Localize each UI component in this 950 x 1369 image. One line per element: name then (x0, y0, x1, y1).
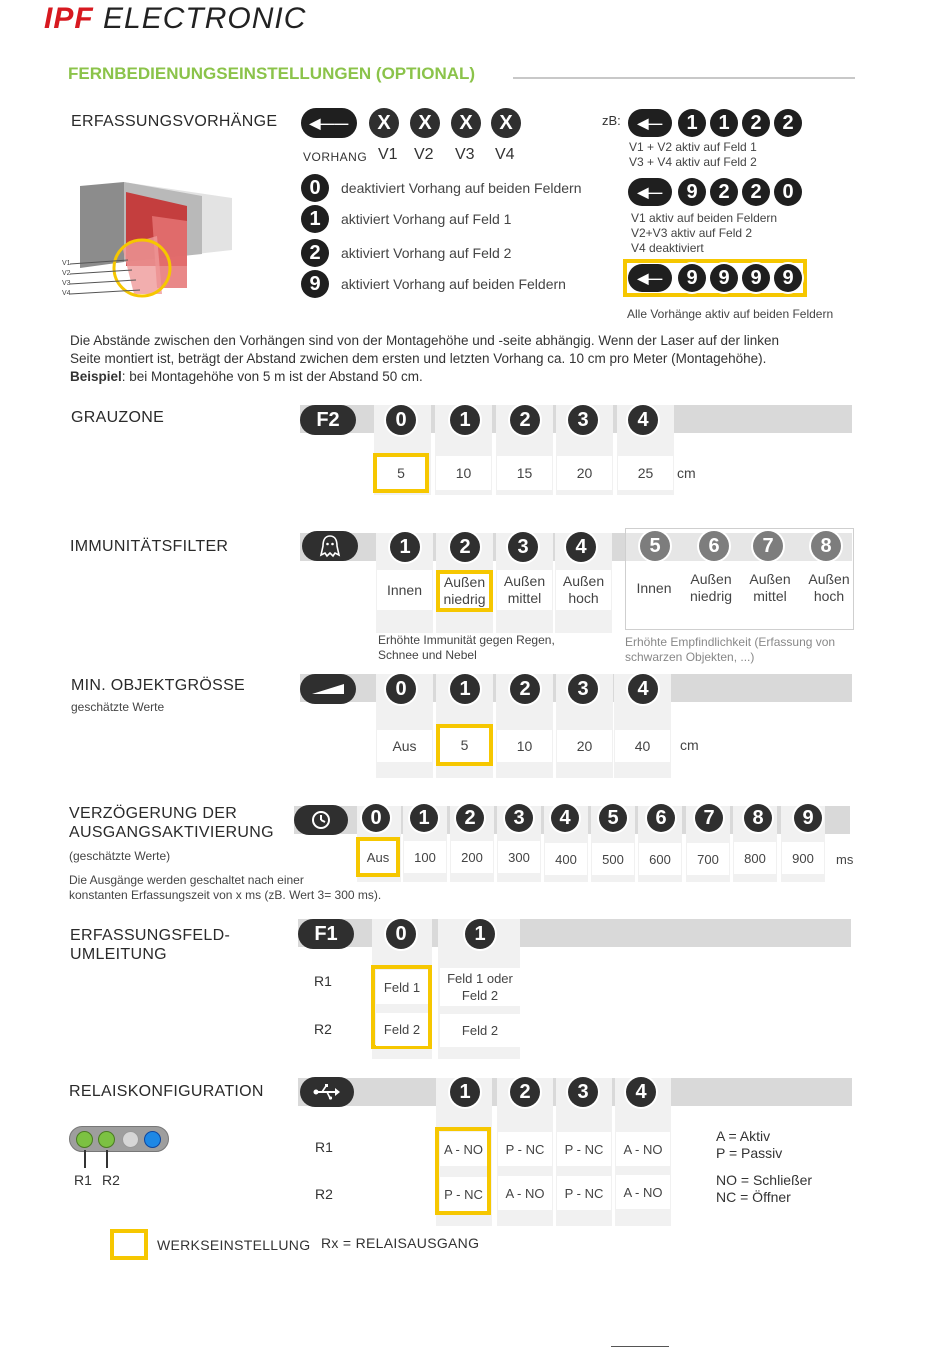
code-circle: 7 (695, 804, 723, 832)
note-line: Schnee und Nebel (378, 648, 477, 662)
f1-badge: F1 (298, 919, 354, 949)
relay-value: A - NO (498, 1176, 552, 1210)
image-label-v3: V3 (62, 280, 71, 287)
delay-value: 500 (592, 843, 634, 875)
code-circle: 4 (628, 405, 658, 435)
title-line: ERFASSUNGSFELD- (70, 927, 231, 944)
code-circle: 0 (386, 405, 416, 435)
delay-value: 100 (404, 841, 446, 873)
relay-value: P - NC (498, 1132, 552, 1166)
row-label-r1: R1 (314, 973, 332, 989)
curtain-legend-item (301, 205, 511, 233)
example-label: zB: (602, 113, 621, 128)
code-circle: 1 (465, 919, 495, 949)
wedge-icon (310, 682, 346, 696)
legend-line: NO = Schließer (716, 1172, 813, 1188)
immunity-value: Außen hoch (556, 570, 611, 610)
code-circle: 2 (742, 178, 770, 206)
code-x: X (451, 108, 481, 138)
code-circle: 0 (386, 919, 416, 949)
example-1-text (629, 140, 757, 170)
f2-badge: F2 (300, 405, 356, 435)
curtain-image-labels (62, 259, 71, 299)
code-circle: 9 (774, 264, 802, 292)
code-circle: 1 (450, 405, 480, 435)
field-redirect-value: Feld 2 (376, 1013, 428, 1046)
v1-label: V1 (378, 146, 398, 163)
immunity-value: Außen mittel (497, 570, 552, 610)
legend-line: NC = Öffner (716, 1189, 791, 1205)
image-label-v2: V2 (62, 270, 71, 277)
curtain-note (70, 332, 779, 386)
led-r2-icon (98, 1131, 115, 1148)
v2-label: V2 (414, 146, 434, 163)
code-circle: 7 (753, 531, 783, 561)
led-off-icon (122, 1131, 139, 1148)
code-circle: 5 (640, 531, 670, 561)
grauzone-value: 20 (557, 456, 612, 490)
delay-value: 800 (734, 842, 776, 874)
grauzone-value-default: 5 (373, 453, 429, 493)
note-line: Seite montiert ist, beträgt der Abstand zwichen dem ersten und letzten Vorhang ca. 10 cm pro Meter (Montagehöhe). (70, 351, 767, 366)
grauzone-value: 25 (618, 456, 673, 490)
note-line: Die Ausgänge werden geschaltet nach einer (69, 873, 304, 887)
code-circle: 2 (742, 109, 770, 137)
note-line: Die Abstände zwischen den Vorhängen sind von der Montagehöhe und -seite abhängig. Wenn der Laser auf der linken (70, 333, 779, 348)
code-circle: 2 (301, 239, 329, 267)
factory-default-label: WERKSEINSTELLUNG (157, 1237, 311, 1253)
code-circle: 1 (678, 109, 706, 137)
curtain-illustration (62, 176, 242, 308)
code-circle: 2 (710, 178, 738, 206)
code-circle: 4 (626, 1077, 656, 1107)
code-circle: 2 (450, 532, 480, 562)
code-circle: 2 (510, 674, 540, 704)
code-circle: 5 (599, 804, 627, 832)
code-circle: 4 (566, 532, 596, 562)
code-circle: 9 (301, 270, 329, 298)
delay-value: 700 (687, 843, 729, 875)
code-circle: 0 (301, 174, 329, 202)
v4-label: V4 (495, 146, 515, 163)
brand-name: ELECTRONIC (103, 2, 307, 35)
section-title-grauzone: GRAUZONE (71, 409, 165, 426)
code-x: X (410, 108, 440, 138)
immunity-note-b (625, 635, 835, 665)
code-circle: 2 (510, 405, 540, 435)
example-line: V3 + V4 aktiv auf Feld 2 (629, 155, 757, 169)
immunity-badge (302, 531, 358, 561)
code-circle: 8 (744, 804, 772, 832)
led-pointer-line (106, 1150, 108, 1168)
note-line (70, 368, 779, 386)
code-circle: 3 (568, 1077, 598, 1107)
relay-output-label: Rx = RELAISAUSGANG (321, 1235, 480, 1251)
code-circle: 9 (710, 264, 738, 292)
min-object-value-default: 5 (436, 724, 493, 766)
min-object-badge (300, 674, 356, 704)
delay-note (69, 873, 381, 903)
code-circle: 1 (390, 532, 420, 562)
min-object-value: Aus (377, 730, 432, 762)
title-line: AUSGANGSAKTIVIERUNG (69, 824, 274, 841)
code-circle: 1 (301, 205, 329, 233)
laser-curtain-image (62, 176, 242, 308)
page-title: FERNBEDIENUNGSEINSTELLUNGEN (OPTIONAL) (68, 64, 476, 83)
footer-rule (611, 1346, 669, 1347)
example-sequence-2 (628, 178, 808, 206)
code-circle: 4 (628, 674, 658, 704)
led-r1-icon (76, 1131, 93, 1148)
led-pointer-line (84, 1150, 86, 1168)
code-x: X (491, 108, 521, 138)
section-title-min-object: MIN. OBJEKTGRÖSSE (71, 677, 246, 694)
remote-arrow-icon: ◀— (628, 264, 672, 292)
delay-value: 200 (451, 841, 493, 873)
title-line: VERZÖGERUNG DER (69, 805, 238, 822)
relay-value: A - NO (440, 1132, 487, 1166)
relay-value: P - NC (440, 1177, 487, 1211)
code-circle: 0 (362, 804, 390, 832)
relay-legend-a (716, 1128, 782, 1162)
clock-icon (311, 810, 331, 830)
section-title-relay: RELAISKONFIGURATION (69, 1083, 264, 1100)
code-circle: 2 (774, 109, 802, 137)
remote-arrow-icon: ◀— (628, 109, 672, 137)
min-object-value: 10 (497, 730, 552, 762)
code-circle: 3 (505, 804, 533, 832)
ghost-icon (319, 534, 341, 558)
relay-value: A - NO (616, 1132, 670, 1166)
code-circle: 3 (568, 674, 598, 704)
remote-arrow-icon: ◀— (628, 178, 672, 206)
section-title-immunity: IMMUNITÄTSFILTER (70, 538, 229, 555)
factory-default-swatch (110, 1229, 148, 1260)
immunity-value: Außen hoch (808, 571, 850, 604)
delay-subtitle: (geschätzte Werte) (69, 849, 171, 863)
relay-value: P - NC (557, 1176, 611, 1210)
brand-mark: IPF (44, 2, 94, 35)
code-circle: 9 (678, 178, 706, 206)
code-circle: 1 (450, 674, 480, 704)
curtain-code-sequence (301, 108, 523, 138)
image-label-v4: V4 (62, 290, 71, 297)
example-sequence-3 (628, 264, 808, 292)
example-2-text (631, 211, 777, 256)
immunity-value: Innen (377, 570, 432, 610)
legend-text: aktiviert Vorhang auf Feld 2 (341, 245, 512, 261)
code-circle: 3 (508, 532, 538, 562)
legend-line: A = Aktiv (716, 1128, 771, 1144)
note-line: Erhöhte Empfindlichkeit (Erfassung von (625, 635, 836, 649)
section-title-field-redirect (70, 926, 230, 964)
grauzone-unit: cm (677, 465, 696, 481)
curtain-legend-item (301, 270, 566, 298)
relay-value: A - NO (616, 1175, 670, 1209)
note-line: Erhöhte Immunität gegen Regen, (378, 633, 555, 647)
field-redirect-value: Feld 1 oder Feld 2 (440, 968, 520, 1006)
code-circle: 8 (811, 531, 841, 561)
example-sequence-1 (628, 109, 808, 137)
code-circle: 1 (710, 109, 738, 137)
example-line: V4 deaktiviert (631, 241, 704, 255)
legend-text: aktiviert Vorhang auf Feld 1 (341, 211, 512, 227)
curtain-legend-item (301, 174, 582, 202)
section-title-curtains: ERFASSUNGSVORHÄNGE (71, 113, 278, 130)
code-circle: 3 (568, 405, 598, 435)
immunity-value: Innen (636, 579, 672, 596)
code-x: X (369, 108, 399, 138)
title-line: UMLEITUNG (70, 946, 167, 963)
usb-icon (313, 1083, 341, 1101)
code-circle: 4 (551, 804, 579, 832)
remote-arrow-icon: ◀—— (301, 108, 357, 138)
code-circle: 9 (678, 264, 706, 292)
delay-unit: ms (836, 852, 854, 867)
image-label-v1: V1 (62, 260, 71, 267)
led-blue-icon (144, 1131, 161, 1148)
code-circle: 2 (510, 1077, 540, 1107)
immunity-value: Außen niedrig (689, 571, 733, 604)
field-redirect-value: Feld 2 (440, 1014, 520, 1047)
immunity-value: Außen mittel (749, 571, 791, 604)
delay-value: 600 (639, 843, 681, 875)
delay-value: 400 (545, 843, 587, 875)
code-circle: 9 (794, 804, 822, 832)
row-label-r2: R2 (315, 1186, 333, 1202)
code-circle: 1 (410, 804, 438, 832)
grauzone-value: 10 (436, 456, 491, 490)
delay-value-default: Aus (356, 837, 400, 877)
example-3-text: Alle Vorhänge aktiv auf beiden Feldern (627, 307, 834, 321)
code-circle: 1 (450, 1077, 480, 1107)
min-object-value: 40 (615, 730, 670, 762)
example-line: V2+V3 aktiv auf Feld 2 (631, 226, 753, 240)
legend-text: aktiviert Vorhang auf beiden Feldern (341, 276, 566, 292)
title-divider (513, 77, 855, 79)
immunity-value-default: Außen niedrig (436, 570, 493, 612)
delay-badge (294, 805, 348, 835)
code-circle: 0 (386, 674, 416, 704)
grauzone-value: 15 (497, 456, 552, 490)
relay-legend-b (716, 1172, 812, 1206)
row-label-r2: R2 (314, 1021, 332, 1037)
note-bold: Beispiel (70, 369, 122, 384)
relay-badge (300, 1077, 354, 1107)
curtain-legend-item (301, 239, 511, 267)
field-redirect-value: Feld 1 (376, 970, 428, 1004)
code-circle: 6 (699, 531, 729, 561)
brand-logo (44, 2, 306, 36)
code-circle: 0 (774, 178, 802, 206)
min-object-unit: cm (680, 737, 699, 753)
min-object-value: 20 (557, 730, 612, 762)
row-label-r1: R1 (315, 1139, 333, 1155)
legend-line: P = Passiv (716, 1145, 783, 1161)
immunity-note-a (378, 633, 555, 663)
min-object-subtitle: geschätzte Werte (71, 700, 165, 714)
vorhang-label: VORHANG (303, 150, 368, 164)
relay-value: P - NC (557, 1132, 611, 1166)
example-line: V1 aktiv auf beiden Feldern (631, 211, 778, 225)
code-circle: 6 (647, 804, 675, 832)
note-line: konstanten Erfassungszeit von x ms (zB. Wert 3= 300 ms). (69, 888, 382, 902)
legend-text: deaktiviert Vorhang auf beiden Feldern (341, 180, 582, 196)
led-label-r1: R1 (74, 1172, 92, 1188)
led-panel (69, 1126, 169, 1152)
section-title-delay (69, 804, 274, 842)
note-text: : bei Montagehöhe von 5 m ist der Abstand 50 cm. (121, 369, 423, 384)
note-line: schwarzen Objekten, ...) (625, 650, 755, 664)
delay-value: 300 (498, 841, 540, 873)
code-circle: 2 (456, 804, 484, 832)
example-line: V1 + V2 aktiv auf Feld 1 (629, 140, 757, 154)
code-circle: 9 (742, 264, 770, 292)
led-label-r2: R2 (102, 1172, 120, 1188)
v3-label: V3 (455, 146, 475, 163)
delay-value: 900 (782, 842, 824, 874)
